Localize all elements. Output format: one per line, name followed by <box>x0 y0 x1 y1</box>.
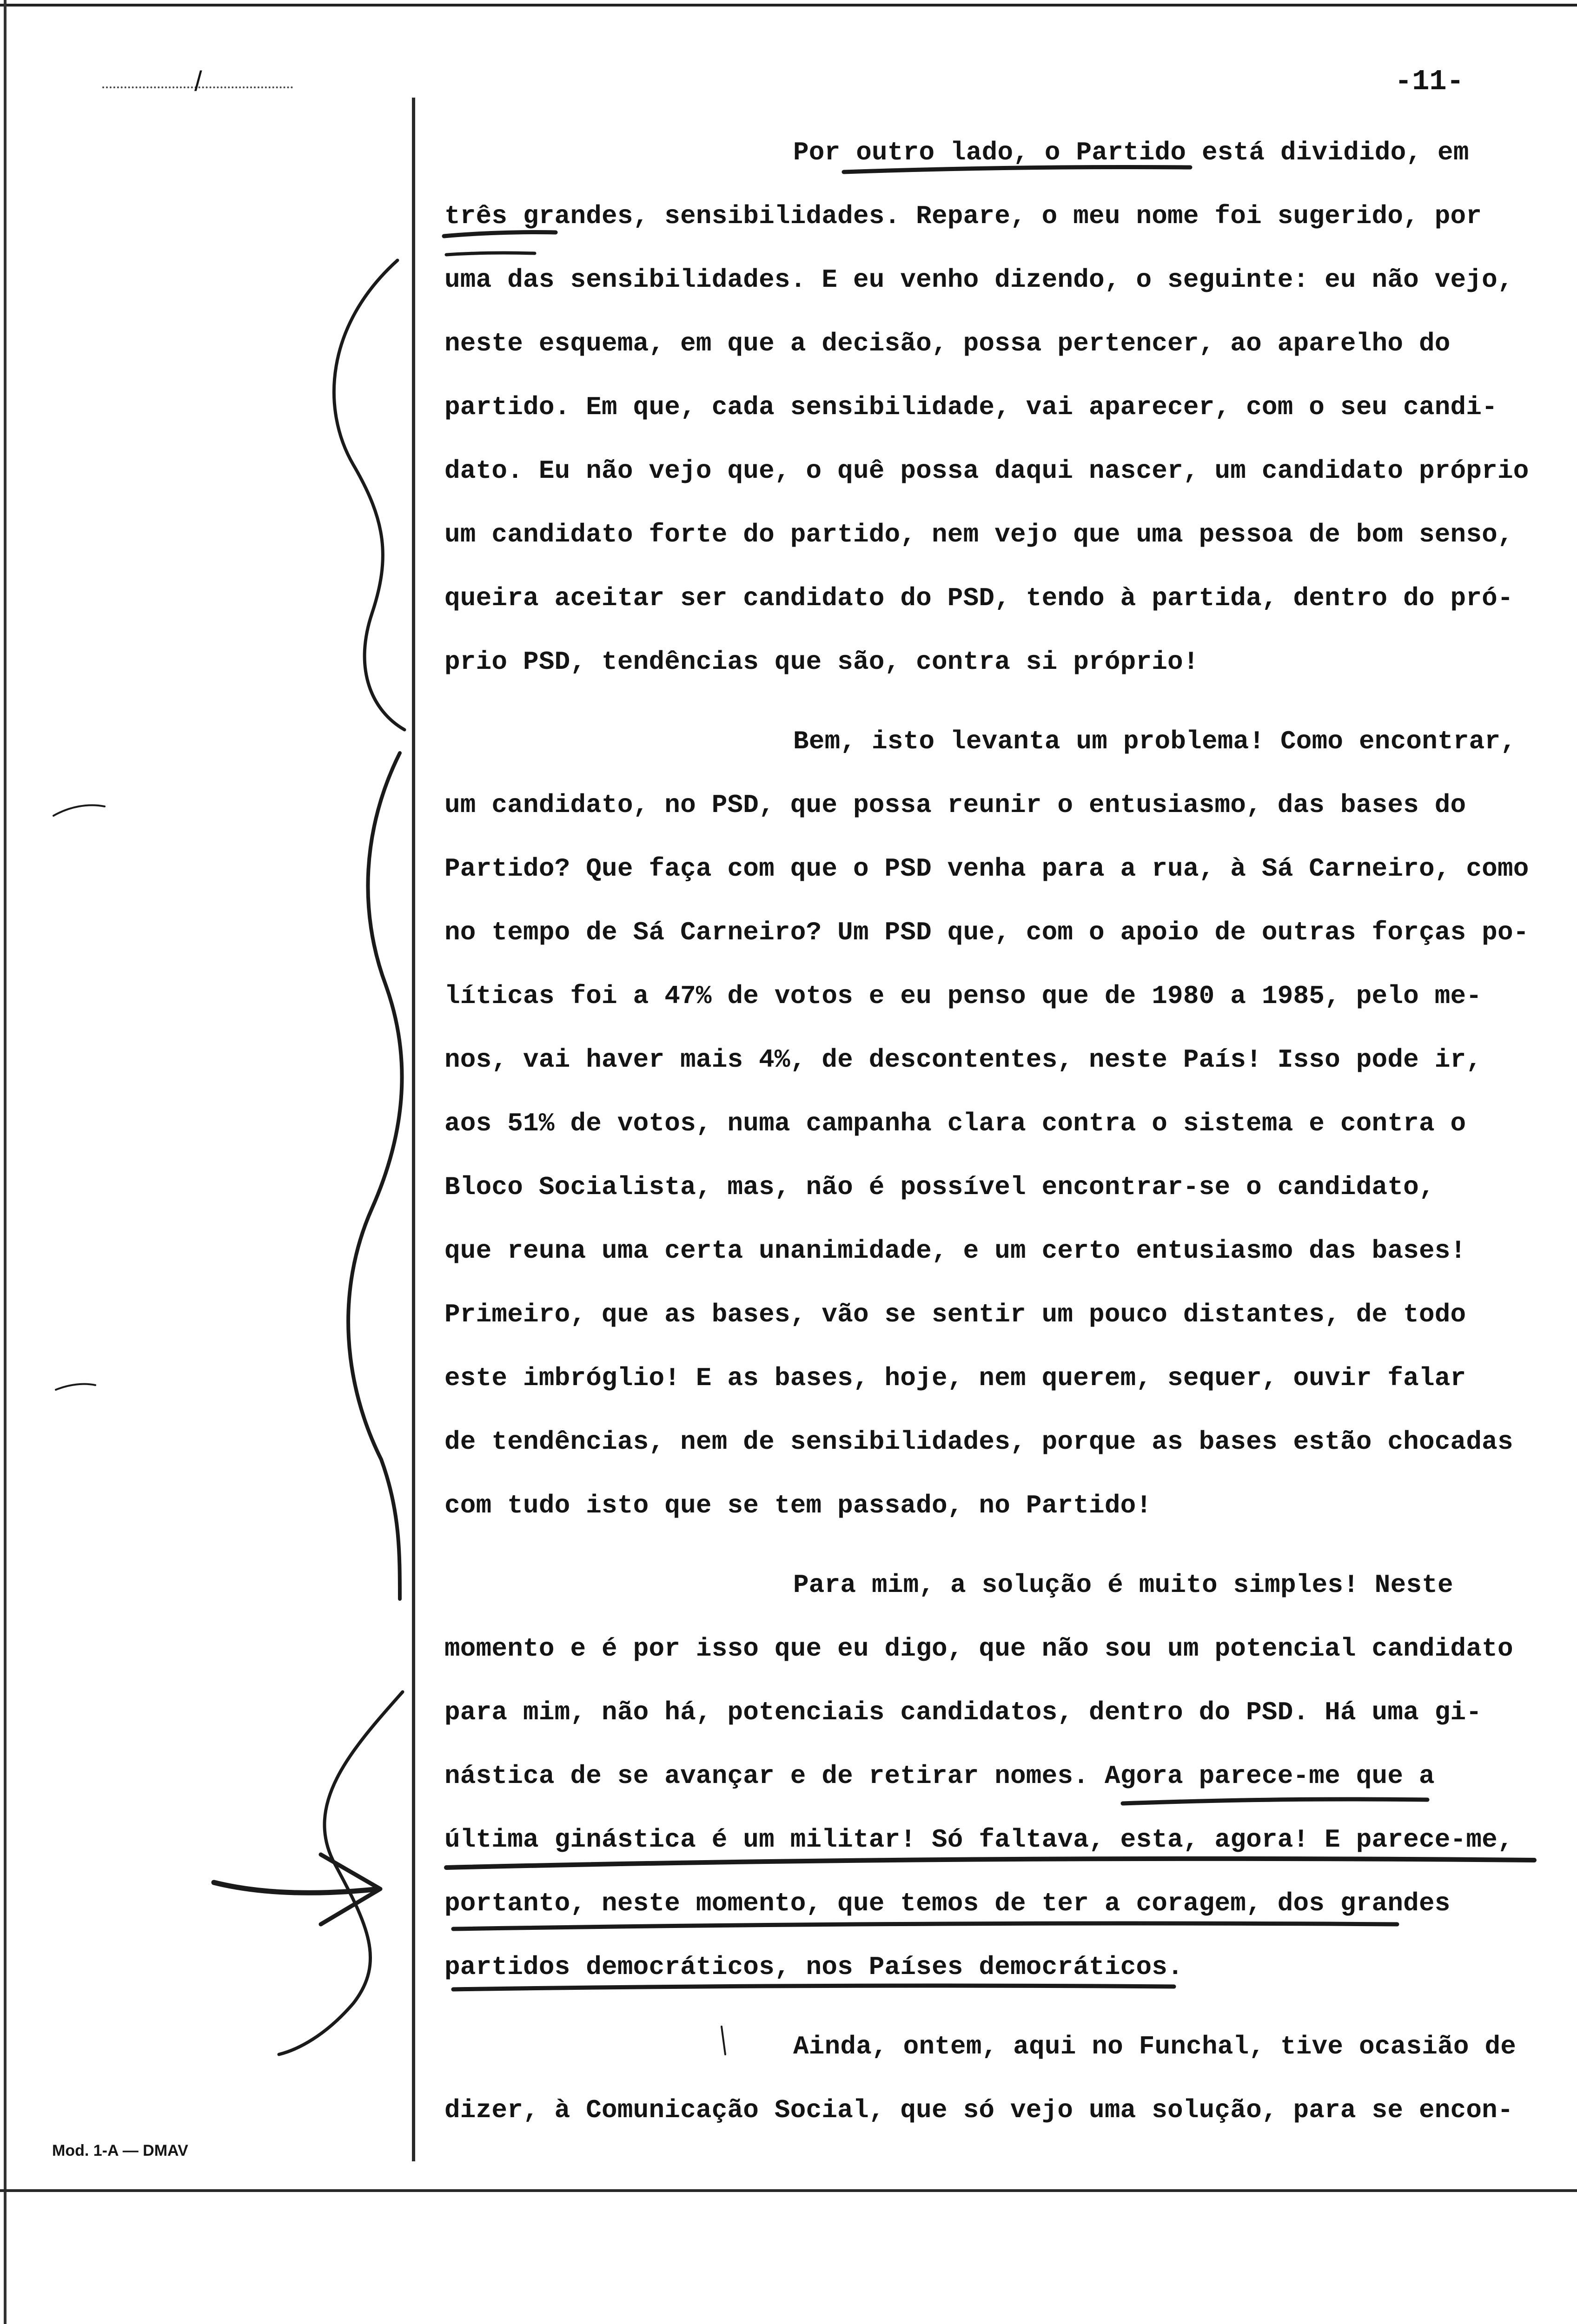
margin-tick <box>53 805 105 816</box>
text-underline <box>446 1859 1534 1868</box>
text-line: Para mim, a solução é muito simples! Neste <box>793 1570 1453 1600</box>
text-underline <box>844 167 1190 172</box>
text-line: Bloco Socialista, mas, não é possível encontrar-se o candidato, <box>444 1172 1435 1202</box>
text-line: aos 51% de votos, numa campanha clara contra o sistema e contra o <box>444 1109 1466 1138</box>
text-line: dizer, à Comunicação Social, que só vejo uma solução, para se encon- <box>444 2095 1513 2125</box>
text-line: três grandes, sensibilidades. Repare, o meu nome foi sugerido, por <box>444 201 1482 231</box>
text-line: líticas foi a 47% de votos e eu penso que de 1980 a 1985, pelo me- <box>444 981 1482 1011</box>
text-underline <box>446 253 535 255</box>
margin-wavy-line <box>348 753 402 1599</box>
text-line: com tudo isto que se tem passado, no Partido! <box>444 1491 1152 1520</box>
text-line: Bem, isto levanta um problema! Como encontrar, <box>793 726 1517 756</box>
text-line: portanto, neste momento, que temos de ter a coragem, dos grandes <box>444 1888 1451 1918</box>
text-line: dato. Eu não vejo que, o quê possa daqui nascer, um candidato próprio <box>444 456 1529 486</box>
text-line: para mim, não há, potenciais candidatos, dentro do PSD. Há uma gi- <box>444 1697 1482 1727</box>
text-line: este imbróglio! E as bases, hoje, nem querem, sequer, ouvir falar <box>444 1363 1466 1393</box>
text-line: nástica de se avançar e de retirar nomes. Agora parece-me que a <box>444 1761 1435 1791</box>
top-slash-mark: / <box>194 66 202 97</box>
text-line: uma das sensibilidades. E eu venho dizendo, o seguinte: eu não vejo, <box>444 265 1513 295</box>
text-line: prio PSD, tendências que são, contra si próprio! <box>444 647 1199 677</box>
text-line: um candidato forte do partido, nem vejo que uma pessoa de bom senso, <box>444 520 1513 549</box>
text-underline <box>453 1986 1174 1989</box>
text-line: partido. Em que, cada sensibilidade, vai aparecer, com o seu candi- <box>444 392 1497 422</box>
text-underline <box>453 1923 1397 1929</box>
text-line: queira aceitar ser candidato do PSD, tendo à partida, dentro do pró- <box>444 583 1513 613</box>
margin-wavy-line <box>334 260 404 730</box>
text-line: nos, vai haver mais 4%, de descontentes, neste País! Isso pode ir, <box>444 1045 1482 1075</box>
text-line: neste esquema, em que a decisão, possa pertencer, ao aparelho do <box>444 329 1451 358</box>
margin-arrow-shaft <box>214 1882 379 1893</box>
text-underline <box>1123 1799 1427 1803</box>
text-line: que reuna uma certa unanimidade, e um certo entusiasmo das bases! <box>444 1236 1466 1266</box>
text-line: Ainda, ontem, aqui no Funchal, tive ocasião de <box>793 2032 1517 2061</box>
text-line: momento e é por isso que eu digo, que não sou um potencial candidato <box>444 1634 1513 1664</box>
text-line: Por outro lado, o Partido está dividido, em <box>793 138 1469 167</box>
text-line: última ginástica é um militar! Só faltava, esta, agora! E parece-me, <box>444 1825 1513 1855</box>
form-code: Mod. 1-A — DMAV <box>52 2142 188 2159</box>
text-line: Primeiro, que as bases, vão se sentir um pouco distantes, de todo <box>444 1300 1466 1329</box>
margin-tick <box>56 1384 95 1390</box>
page-number: -11- <box>1395 65 1464 98</box>
text-line: de tendências, nem de sensibilidades, porque as bases estão chocadas <box>444 1427 1513 1457</box>
text-line: no tempo de Sá Carneiro? Um PSD que, com o apoio de outras forças po- <box>444 918 1529 947</box>
text-line: partidos democráticos, nos Países democráticos. <box>444 1952 1183 1982</box>
margin-wavy-line <box>279 1692 403 2054</box>
stray-mark <box>722 2027 725 2054</box>
text-underline <box>444 232 556 236</box>
text-line: Partido? Que faça com que o PSD venha para a rua, à Sá Carneiro, como <box>444 854 1529 884</box>
text-line: um candidato, no PSD, que possa reunir o entusiasmo, das bases do <box>444 790 1466 820</box>
